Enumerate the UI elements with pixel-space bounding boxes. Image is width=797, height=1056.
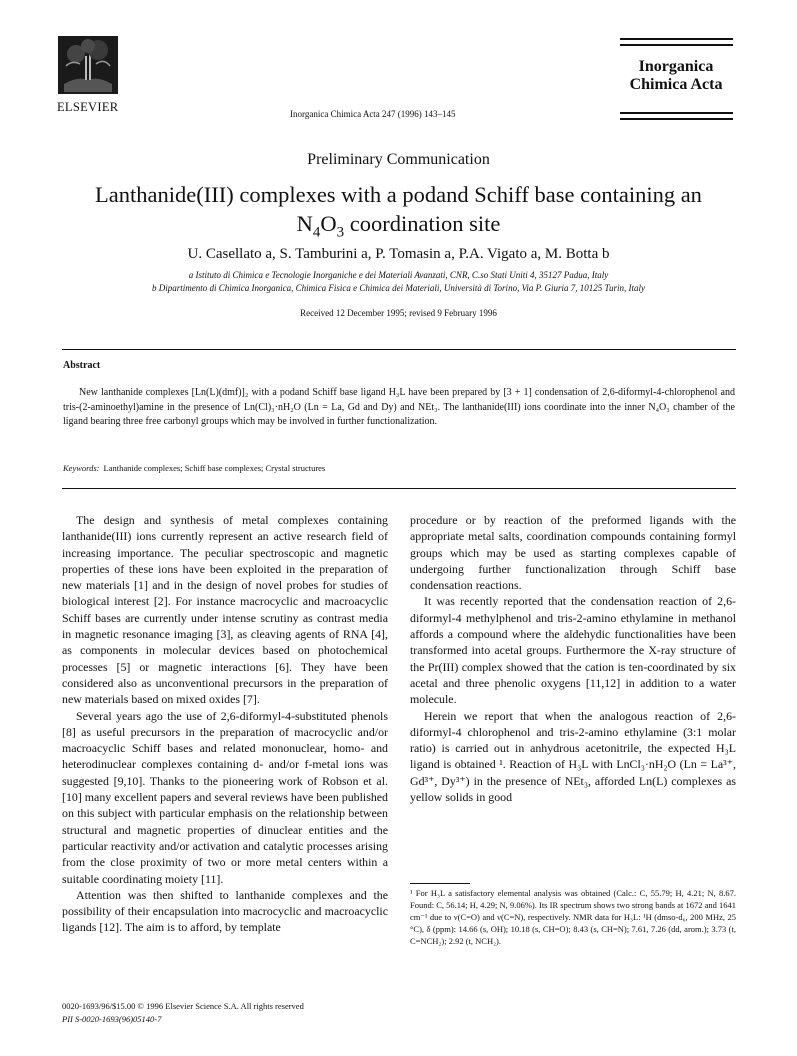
journal-logo-line1: Inorganica xyxy=(638,58,714,75)
abstract-bottom-rule xyxy=(62,488,736,489)
title-sub-4: 4 xyxy=(312,224,321,241)
elsevier-tree-logo xyxy=(58,36,118,94)
abstract-top-rule xyxy=(62,349,736,350)
keywords-list: Lanthanide complexes; Schiff base complexes; Crystal structures xyxy=(103,463,326,473)
title-sub-3: 3 xyxy=(336,224,345,241)
paragraph: Attention was then shifted to lanthanide complexes and the possibility of their encapsulation into macrocyclic and macroacyclic ligands [12]. The aim is to afford, by template xyxy=(62,887,388,935)
header-rule-bottom-2 xyxy=(620,118,733,120)
journal-logo-line2: Chimica Acta xyxy=(629,76,723,93)
copyright-block xyxy=(62,1000,304,1026)
paragraph: Herein we report that when the analogous reaction of 2,6-diformyl-4 chlorophenol and tris-2-amino ethylamine (3:1 molar ratio) is carried out in anhydrous acetonitrile, the expected H₃L ligand is obtained ¹. Reaction of H₃L with LnCl₃·nH₂O (Ln = La³⁺, Gd³⁺, Dy³⁺) in the presence of NEt₃, afforded Ln(L) complexes as yellow solids in good xyxy=(410,708,736,805)
paragraph: The design and synthesis of metal complexes containing lanthanide(III) ions currently represent an active research field of increasing importance. The peculiar spectroscopic and magnetic properties of these ions have been exploited in the preparation of new materials [1] and in the design of novel probes for studies of biological interest [2]. For instance macrocyclic and macroacyclic Schiff bases are currently under intense scrutiny as contrast media in magnetic resonance imaging [3], as cleaving agents of RNA [4], as components in molecular devices based on photochemical processes [5] or magnetic interactions [6]. They have been considered also as unconventional precursors in the preparation of new materials based on mixed oxides [7]. xyxy=(62,513,388,707)
article-title xyxy=(40,180,757,248)
copyright-line: 0020-1693/96/$15.00 © 1996 Elsevier Science S.A. All rights reserved xyxy=(62,1001,304,1011)
footnote: ¹ For H₃L a satisfactory elemental analysis was obtained (Calc.: C, 55.79; H, 4.21; N, 8.67. Found: C, 56.14; H, 4.29; N, 9.06%). Its IR spectrum shows two strong bands at 1672 and 1641 cm⁻¹ due to ν(C=O) and ν(C=N), respectively. NMR data for H₃L: ¹H (dmso-d₆, 200 MHz, 25 °C), δ (ppm): 14.66 (s, OH); 10.18 (s, CH=O); 8.43 (s, CH=N); 7.61, 7.26 (dd, arom.); 3.73 (t, C=NCH₂); 2.92 (t, NCH₂). xyxy=(410,888,736,946)
paragraph: It was recently reported that the condensation reaction of 2,6-diformyl-4 methylphenol and tris-2-amino ethylamine in methanol affords a compound where the aldehydic functionalities have been transformed into acetal groups. Furthermore the X-ray structure of the Pr(III) complex showed that the cation is ten-coordinated by six acetal and three phenolic oxygens [11,12] in addition to a water molecule. xyxy=(410,594,736,707)
paragraph: Several years ago the use of 2,6-diformyl-4-substituted phenols [8] as useful precursors in the preparation of macrocyclic and/or macroacyclic Schiff bases and related mononuclear, homo- and heterodinuclear complexes containing d- and/or f-metal ions was suggested [9,10]. Thanks to the pioneering work of Robson et al. [10] many excellent papers and several reviews have been published on this subject with particular emphasis on the relationship between structural and magnetic properties of dinuclear entities and the particular reactivity and/or activation and catalytic processes arising from the close proximity of two or more metal centers within a suitable coordinating moiety [11]. xyxy=(62,708,388,886)
affiliation-a: a Istituto di Chimica e Tecnologie Inorganiche e dei Materiali Avanzati, CNR, C.so Stati Uniti 4, 35127 Padua, Italy xyxy=(188,270,609,280)
title-line-1: Lanthanide(III) complexes with a podand Schiff base containing an xyxy=(95,182,702,207)
publisher-name: ELSEVIER xyxy=(57,100,119,114)
title-line-2 xyxy=(40,209,757,248)
keywords xyxy=(63,463,325,473)
authors: U. Casellato a, S. Tamburini a, P. Tomasin a, P.A. Vigato a, M. Botta b xyxy=(187,246,610,262)
article-type: Preliminary Communication xyxy=(307,151,490,168)
header-rule-bottom xyxy=(620,112,733,114)
abstract-text: New lanthanide complexes [Ln(L)(dmf)]₂ with a podand Schiff base ligand H₃L have been prepared by [3 + 1] condensation of 2,6-diformyl-4-chlorophenol and tris-(2-aminoethyl)amine in the presence of Ln(Cl)₃·nH₂O (Ln = La, Gd and Dy) and NEt₃. The lanthanide(III) ions coordinate into the inner N₄O₃ chamber of the ligand bearing three free carbonyl groups which may be involved in further functionalization. xyxy=(63,387,735,427)
body-left-column xyxy=(62,512,388,936)
abstract-heading: Abstract xyxy=(63,360,101,371)
journal-citation: Inorganica Chimica Acta 247 (1996) 143–145 xyxy=(290,109,456,119)
journal-logo xyxy=(618,34,734,106)
affiliation-b: b Dipartimento di Chimica Inorganica, Chimica Fisica e Chimica dei Materiali, Università di Torino, Via P. Giuria 7, 10125 Turin, Italy xyxy=(152,283,645,293)
body-right-column xyxy=(410,512,736,805)
received-dates: Received 12 December 1995; revised 9 February 1996 xyxy=(300,308,497,318)
paragraph: procedure or by reaction of the preformed ligands with the appropriate metal salts, coordination compounds containing formyl groups which may be used as starting complexes capable of undergoing further functionalization through Schiff base condensation reactions. xyxy=(410,513,736,593)
pii-line: PII S-0020-1693(96)05140-7 xyxy=(62,1014,162,1024)
title-o: O xyxy=(320,211,337,236)
keywords-label: Keywords: xyxy=(63,463,100,473)
title-rest: coordination site xyxy=(344,211,501,236)
footnote-rule xyxy=(410,883,470,884)
title-n: N xyxy=(296,211,313,236)
